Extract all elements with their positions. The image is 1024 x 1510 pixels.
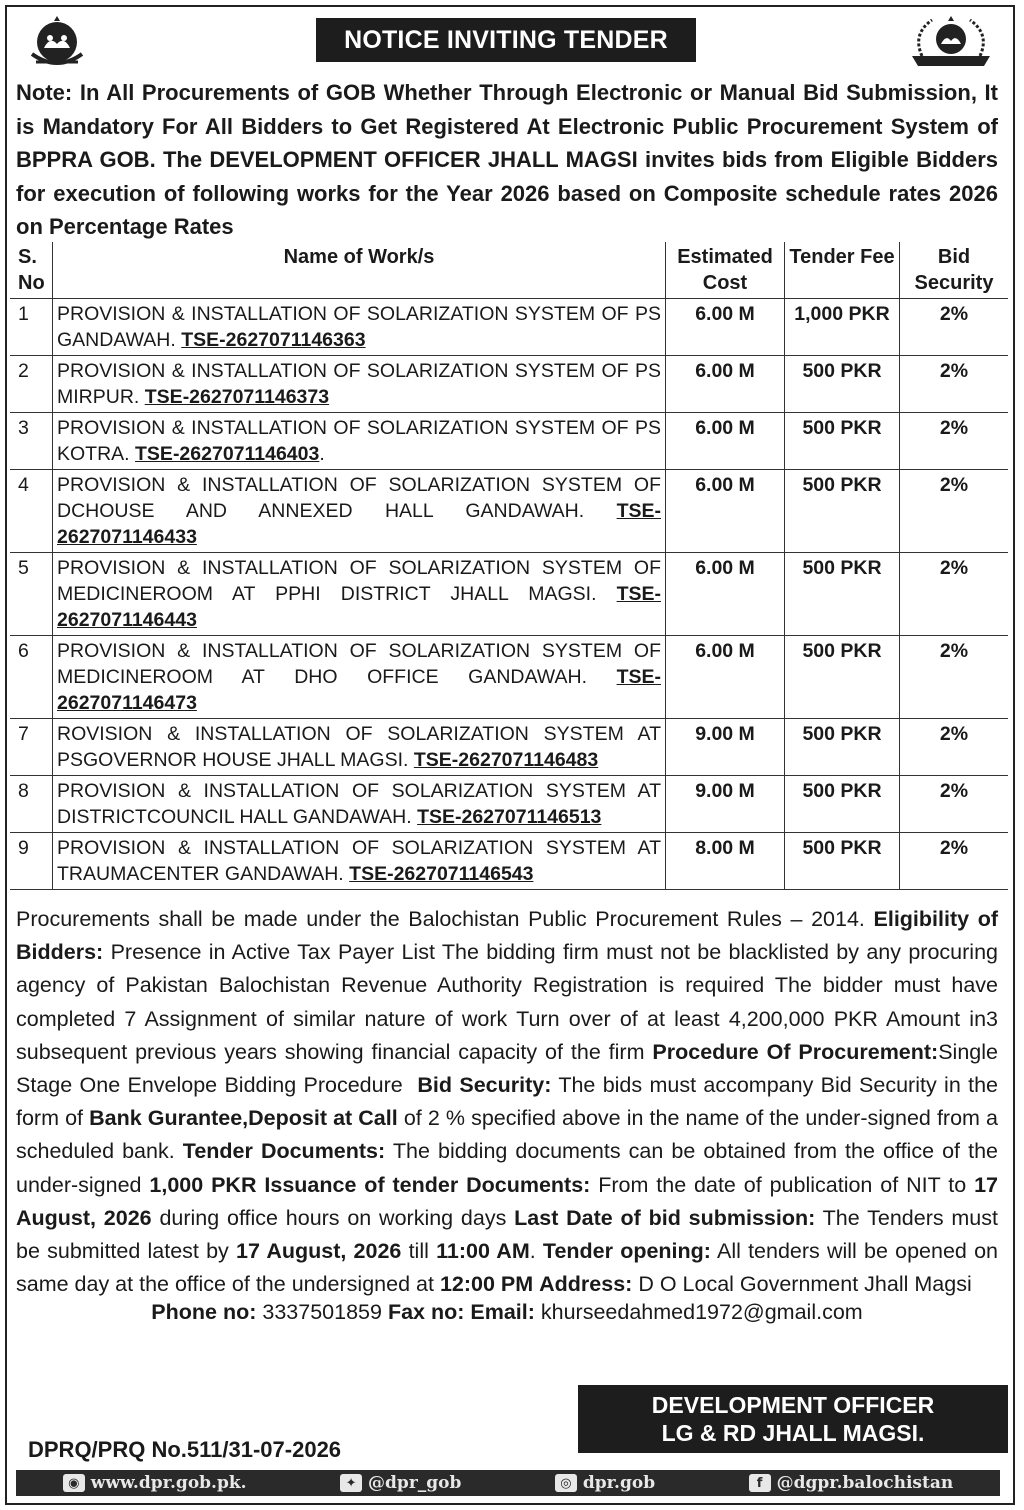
tse-number: TSE-2627071146363 — [181, 329, 366, 351]
work-description: PROVISION & INSTALLATION OF SOLARIZATION SYSTEM OF PS GANDAWAH. — [57, 303, 661, 351]
tse-number: TSE-2627071146473 — [57, 666, 661, 714]
row-work — [53, 776, 666, 833]
eligibility-label: Eligibility of Bidders: — [16, 907, 998, 965]
row-security: 2% — [900, 719, 1009, 776]
work-description: PROVISION & INSTALLATION OF SOLARIZATION SYSTEM OF DCHOUSE AND ANNEXED HALL GANDAWAH. — [57, 474, 661, 522]
last-date-text: The Tenders must be submitted latest by — [16, 1205, 998, 1264]
procedure-label: Procedure Of Procurement: — [652, 1039, 939, 1064]
row-sno: 1 — [10, 299, 53, 356]
row-fee: 500 PKR — [785, 833, 900, 890]
signatory-box — [578, 1385, 1008, 1453]
row-work — [53, 636, 666, 719]
balochistan-govt-emblem-icon — [26, 12, 88, 70]
row-cost: 6.00 M — [666, 470, 785, 553]
tse-number: TSE-2627071146443 — [57, 583, 661, 631]
row-cost: 6.00 M — [666, 636, 785, 719]
row-fee: 500 PKR — [785, 636, 900, 719]
row-work — [53, 413, 666, 470]
terms-paragraph — [16, 903, 998, 1301]
table-row — [10, 299, 1008, 356]
row-sno: 7 — [10, 719, 53, 776]
row-sno: 2 — [10, 356, 53, 413]
last-date-till: till — [408, 1239, 429, 1264]
footer-bar — [16, 1470, 1000, 1496]
header-security: Bid Security — [900, 242, 1009, 299]
table-row — [10, 636, 1008, 719]
table-row — [10, 776, 1008, 833]
row-security: 2% — [900, 299, 1009, 356]
last-date-time: 11:00 AM — [436, 1239, 530, 1264]
work-description: PROVISION & INSTALLATION OF SOLARIZATION SYSTEM OF PS KOTRA. — [57, 417, 661, 465]
row-security: 2% — [900, 776, 1009, 833]
row-security: 2% — [900, 356, 1009, 413]
row-fee: 500 PKR — [785, 470, 900, 553]
phone-number: 3337501859 — [262, 1300, 382, 1324]
footer-website[interactable] — [63, 1473, 247, 1493]
work-description: PROVISION & INSTALLATION OF SOLARIZATION SYSTEM OF MEDICINEROOM AT PPHI DISTRICT JHALL MAGSI. — [57, 557, 661, 605]
address-text: D O Local Government Jhall Magsi — [638, 1272, 972, 1297]
tender-opening-text: All tenders will be opened on same day at the office of the undersigned at — [16, 1239, 998, 1297]
footer-instagram[interactable] — [555, 1473, 655, 1493]
instagram-icon: ◎ — [555, 1474, 577, 1492]
row-security: 2% — [900, 470, 1009, 553]
footer-twitter[interactable] — [340, 1473, 461, 1493]
last-date-dot: . — [529, 1239, 536, 1264]
email-address[interactable]: khurseedahmed1972@gmail.com — [540, 1300, 863, 1324]
tender-documents-label: Tender Documents: — [182, 1139, 386, 1164]
procedure-text: Single Stage One Envelope Bidding Procedure — [16, 1039, 998, 1098]
row-work — [53, 719, 666, 776]
row-security: 2% — [900, 833, 1009, 890]
row-sno: 4 — [10, 470, 53, 553]
row-cost: 8.00 M — [666, 833, 785, 890]
row-security: 2% — [900, 553, 1009, 636]
bid-security-text: The bids must accompany Bid Security in the form of — [16, 1073, 998, 1131]
row-sno: 5 — [10, 553, 53, 636]
website-text: www.dpr.gob.pk. — [90, 1473, 247, 1493]
issuance-label: Issuance of tender Documents: — [264, 1172, 591, 1197]
row-fee: 500 PKR — [785, 719, 900, 776]
table-header-row — [10, 242, 1008, 299]
row-sno: 9 — [10, 833, 53, 890]
row-work — [53, 470, 666, 553]
instagram-text: dpr.gob — [582, 1473, 656, 1493]
twitter-text: @dpr_gob — [368, 1473, 462, 1493]
tender-documents-text: The bidding documents can be obtained from the office of the under-signed — [16, 1139, 998, 1197]
phone-label: Phone no: — [151, 1300, 257, 1324]
eligibility-text: Presence in Active Tax Payer List The bidding firm must not be blacklisted by any procuring agency of Pakistan Balochistan Revenue Authority Registration is required The bidder must have completed 7 Assignment of similar nature of work Turn over of at least 4,200,000 PKR Amount in3 subsequent previous years showing financial capacity of the firm — [16, 940, 998, 1064]
row-cost: 9.00 M — [666, 719, 785, 776]
row-cost: 6.00 M — [666, 299, 785, 356]
page-title: NOTICE INVITING TENDER — [316, 18, 696, 62]
table-row — [10, 553, 1008, 636]
tse-number: TSE-2627071146373 — [144, 386, 330, 408]
footer-facebook[interactable] — [749, 1473, 954, 1493]
header-cost: Estimated Cost — [666, 242, 785, 299]
row-cost: 6.00 M — [666, 413, 785, 470]
tse-number: TSE-2627071146513 — [417, 806, 602, 828]
tender-opening-time: 12:00 PM — [439, 1272, 534, 1297]
row-work — [53, 833, 666, 890]
row-cost: 6.00 M — [666, 356, 785, 413]
work-description: ROVISION & INSTALLATION OF SOLARIZATION SYSTEM AT PSGOVERNOR HOUSE JHALL MAGSI. — [57, 723, 661, 771]
dpr-emblem-icon — [908, 12, 994, 70]
header-fee: Tender Fee — [785, 242, 900, 299]
row-sno: 6 — [10, 636, 53, 719]
header-name: Name of Work/s — [53, 242, 666, 299]
row-fee: 500 PKR — [785, 776, 900, 833]
row-fee: 500 PKR — [785, 356, 900, 413]
twitter-icon: ✦ — [340, 1474, 362, 1492]
tse-number: TSE-2627071146543 — [349, 863, 534, 885]
bid-security-label: Bid Security: — [417, 1073, 552, 1098]
bid-security-instruments: Bank Gurantee,Deposit at Call — [89, 1106, 398, 1131]
work-suffix: . — [319, 443, 325, 465]
table-row — [10, 356, 1008, 413]
issuance-date: 17 August, 2026 — [16, 1172, 998, 1230]
issuance-text: From the date of publication of NIT to — [598, 1172, 967, 1197]
row-cost: 9.00 M — [666, 776, 785, 833]
work-description: PROVISION & INSTALLATION OF SOLARIZATION SYSTEM AT TRAUMACENTER GANDAWAH. — [57, 837, 661, 885]
work-description: PROVISION & INSTALLATION OF SOLARIZATION SYSTEM AT DISTRICTCOUNCIL HALL GANDAWAH. — [57, 780, 661, 828]
works-table — [10, 242, 1008, 890]
facebook-icon: f — [749, 1474, 771, 1492]
row-cost: 6.00 M — [666, 553, 785, 636]
tender-opening-label: Tender opening: — [542, 1239, 711, 1264]
header-sno: S. No — [10, 242, 53, 299]
table-row — [10, 833, 1008, 890]
row-work — [53, 299, 666, 356]
work-description: PROVISION & INSTALLATION OF SOLARIZATION SYSTEM OF PS MIRPUR. — [57, 360, 661, 408]
row-sno: 3 — [10, 413, 53, 470]
issuance-text-b: during office hours on working days — [159, 1205, 507, 1230]
bid-security-text-b: of 2 % specified above in the name of the under-signed from a scheduled bank. — [16, 1106, 998, 1164]
signatory-title: DEVELOPMENT OFFICER — [651, 1392, 935, 1418]
row-work — [53, 356, 666, 413]
facebook-text: @dgpr.balochistan — [776, 1473, 954, 1493]
last-date-date: 17 August, 2026 — [236, 1239, 402, 1264]
table-row — [10, 413, 1008, 470]
row-fee: 500 PKR — [785, 553, 900, 636]
table-row — [10, 470, 1008, 553]
last-date-label: Last Date of bid submission: — [514, 1205, 816, 1230]
row-fee: 500 PKR — [785, 413, 900, 470]
globe-icon: ◉ — [63, 1474, 85, 1492]
tse-number: TSE-2627071146483 — [413, 749, 599, 771]
work-description: PROVISION & INSTALLATION OF SOLARIZATION SYSTEM OF MEDICINEROOM AT DHO OFFICE GANDAWAH. — [57, 640, 661, 688]
reference-number: DPRQ/PRQ No.511/31-07-2026 — [28, 1437, 342, 1462]
tse-number: TSE-2627071146403 — [135, 443, 320, 465]
row-work — [53, 553, 666, 636]
email-label: Email: — [470, 1300, 535, 1324]
table-row — [10, 719, 1008, 776]
row-sno: 8 — [10, 776, 53, 833]
row-fee: 1,000 PKR — [785, 299, 900, 356]
note-paragraph: Note: In All Procurements of GOB Whether Through Electronic or Manual Bid Submission, It is Mandatory For All Bidders to Get Registered At Electronic Public Procurement System of BPPRA GOB. The DEVELOPMENT OFFICER JHALL MAGSI invites bids from Eligible Bidders for execution of following works for the Year 2026 based on Composite schedule rates 2026 on Percentage Rates — [16, 80, 998, 239]
row-security: 2% — [900, 636, 1009, 719]
rules-text: Procurements shall be made under the Balochistan Public Procurement Rules – 2014. — [16, 907, 865, 931]
address-label: Address: — [539, 1272, 633, 1297]
tender-documents-fee: 1,000 PKR — [149, 1172, 257, 1197]
signatory-office: LG & RD JHALL MAGSI. — [661, 1420, 925, 1446]
row-security: 2% — [900, 413, 1009, 470]
tse-number: TSE-2627071146433 — [57, 500, 661, 548]
contact-line — [16, 1297, 998, 1327]
fax-label: Fax no: — [387, 1300, 465, 1324]
